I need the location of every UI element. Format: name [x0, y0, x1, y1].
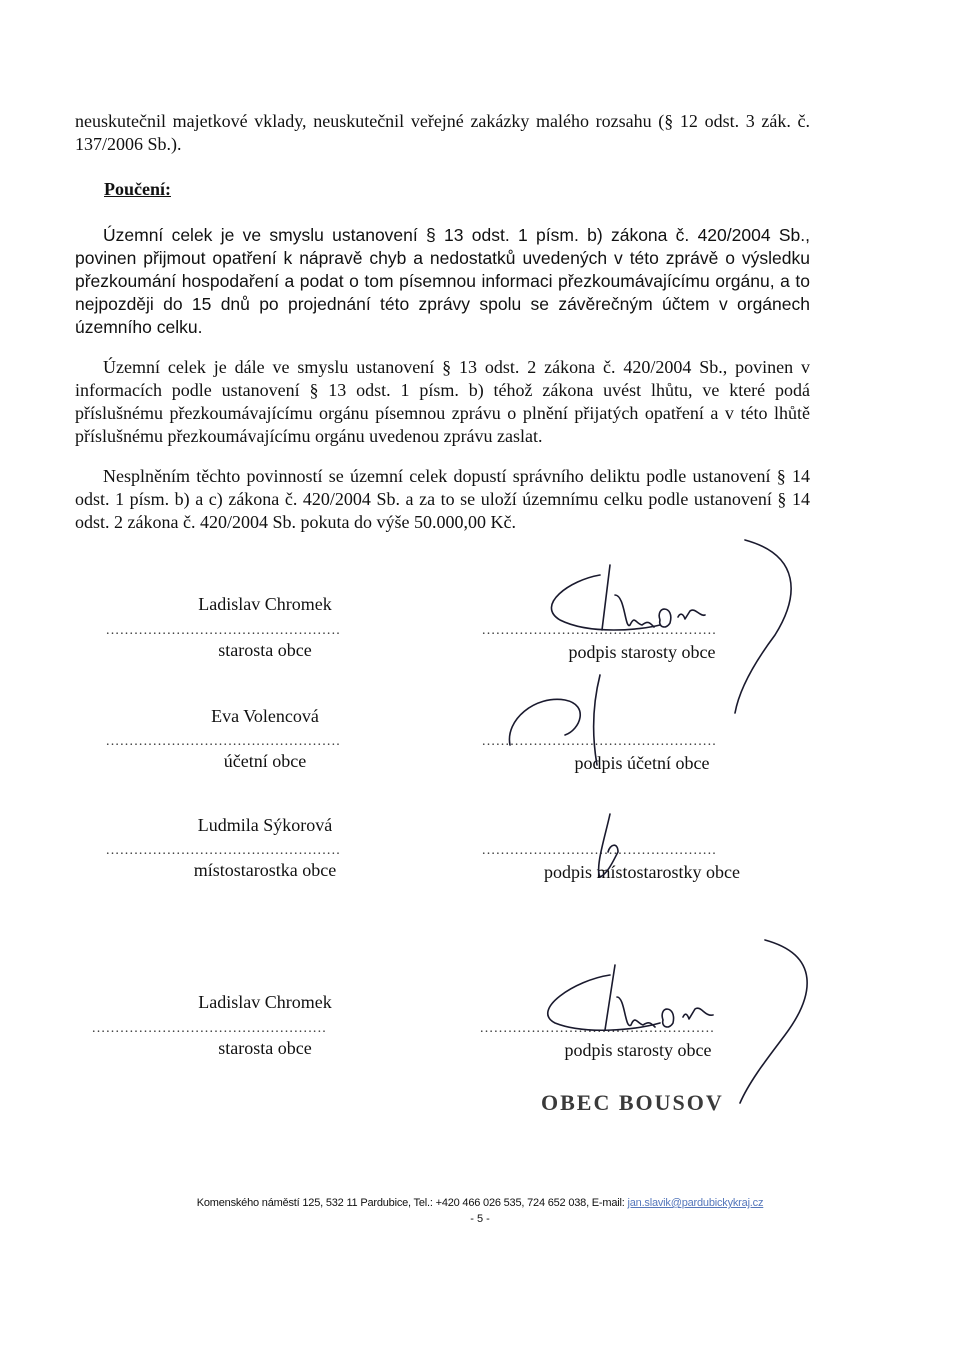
intro-paragraph: neuskutečnil majetkové vklady, neuskutečnil veřejné zakázky malého rozsahu (§ 12 odst. 3 zák. č. 137/2006 Sb.). [75, 111, 810, 154]
signature-line: .................................................. [482, 734, 717, 749]
signature-line: .................................................. [106, 843, 341, 858]
notice-paragraph-2: Územní celek je dále ve smyslu ustanovení § 13 odst. 2 zákona č. 420/2004 Sb., povinen v informacích podle ustanovení § 13 odst. 1 písm. b) téhož zákona uvést lhůtu, ve které podá příslušnému přezkoumávajícímu orgánu písemnou zprávu o plnění přijatých opatření a v této lhůtě příslušnému přezkoumávajícímu orgánu uvedenou zprávu zaslat. [75, 357, 810, 446]
signature-line: .................................................. [92, 1021, 327, 1036]
signatory-name: Eva Volencová [211, 706, 319, 726]
footer-email-link[interactable]: jan.slavik@pardubickykraj.cz [627, 1197, 764, 1209]
signatory-role: starosta obce [218, 1038, 312, 1058]
page-number: - 5 - [470, 1213, 490, 1225]
footer-address: Komenského náměstí 125, 532 11 Pardubice, Tel.: +420 466 026 535, 724 652 038, E-mail: [196, 1197, 628, 1209]
notice-heading: Poučení: [104, 179, 171, 199]
signature-line: .................................................. [106, 734, 341, 749]
signatory-name: Ladislav Chromek [198, 594, 332, 614]
page-footer [0, 1197, 960, 1209]
notice-paragraph-3: Nesplněním těchto povinností se územní celek dopustí správního deliktu podle ustanovení § 14 odst. 1 písm. b) a c) zákona č. 420/2004 Sb. a za to se uloží územnímu celku podle ustanovení § 14 odst. 2 zákona č. 420/2004 Sb. pokuta do výše 50.000,00 Kč. [75, 466, 810, 532]
handwritten-signature [505, 675, 645, 770]
signature-label: podpis účetní obce [574, 753, 710, 773]
signatory-role: účetní obce [223, 751, 307, 771]
signature-line: .................................................. [106, 623, 341, 638]
handwritten-signature [580, 812, 640, 882]
signature-line: .................................................. [480, 1021, 715, 1036]
municipality-stamp: OBEC BOUSOV [541, 1090, 724, 1115]
signature-line: .................................................. [482, 623, 717, 638]
signatory-name: Ludmila Sýkorová [197, 815, 333, 835]
signatory-role: místostarostka obce [193, 860, 337, 880]
signatory-role: starosta obce [218, 640, 312, 660]
signature-label: podpis místostarostky obce [544, 862, 740, 882]
signature-label: podpis starosty obce [568, 642, 716, 662]
notice-paragraph-1: Územní celek je ve smyslu ustanovení § 13 odst. 1 písm. b) zákona č. 420/2004 Sb., povinen přijmout opatření k nápravě chyb a nedostatků uvedených v této zprávě o výsledku přezkoumání hospodaření a podat o tom písemnou informaci přezkoumávajícímu orgánu, a to nejpozději do 15 dnů po projednání této zprávy spolu se závěrečným účtem v orgánech územního celku. [75, 225, 810, 337]
signatory-name: Ladislav Chromek [198, 992, 332, 1012]
signature-line: .................................................. [482, 843, 717, 858]
handwritten-signature [525, 935, 815, 1105]
signature-label: podpis starosty obce [564, 1040, 712, 1060]
